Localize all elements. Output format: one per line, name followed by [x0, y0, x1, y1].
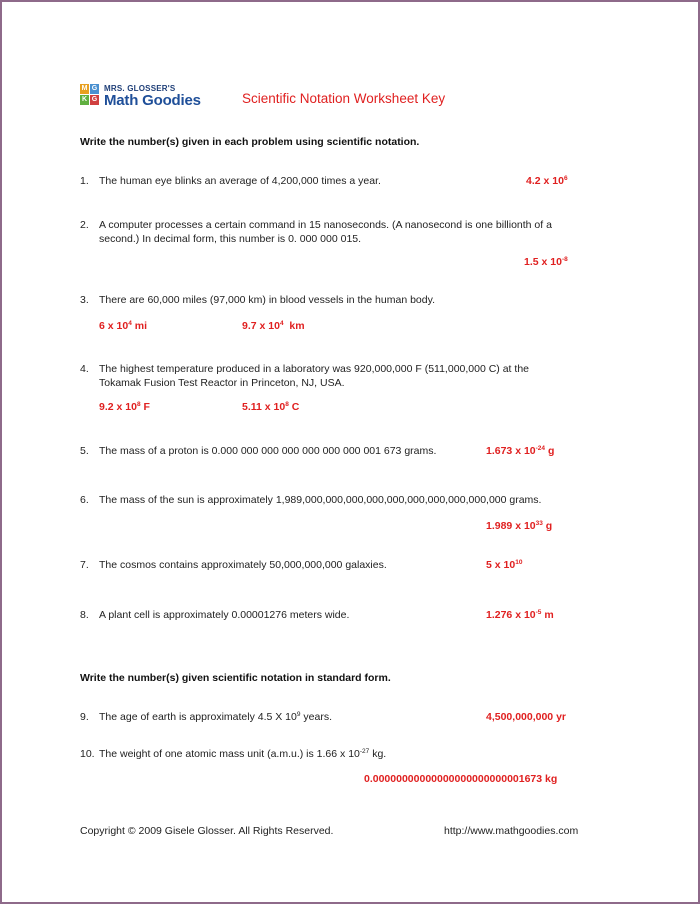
answer-exponent: 6: [563, 175, 568, 182]
answer-base: 6 x 10: [99, 320, 129, 332]
question-text: [99, 748, 599, 762]
answer: [99, 320, 147, 332]
copyright-text: Copyright © 2009 Gisele Glosser. All Rights Reserved.: [80, 825, 334, 837]
answer: [486, 559, 522, 571]
section2-instruction: Write the number(s) given scientific notation in standard form.: [80, 672, 391, 684]
question-text: [99, 363, 599, 390]
answer-base: 1.673 x 10: [486, 445, 536, 457]
question-number: 5.: [80, 445, 89, 457]
logo-grid-icon: [80, 84, 100, 106]
answer: [486, 520, 552, 532]
answer-unit: g: [542, 520, 553, 532]
question-number: 1.: [80, 175, 89, 187]
question-text-line: second.) In decimal form, this number is 0. 000 000 015.: [99, 232, 362, 245]
question-text: The mass of a proton is 0.000 000 000 000 000 000 000 001 673 grams.: [99, 445, 437, 457]
answer: [242, 320, 305, 332]
question-text: The mass of the sun is approximately 1,989,000,000,000,000,000,000,000,000,000,000 grams.: [99, 494, 542, 506]
answer-unit: C: [288, 401, 300, 413]
answer-exponent: 4: [128, 320, 132, 327]
math-goodies-logo: [80, 84, 210, 110]
answer-unit: mi: [131, 320, 147, 332]
question-text-part: The age of earth is approximately 4.5 X 10: [99, 711, 297, 723]
answer-base: 9.7 x 10: [242, 320, 280, 332]
answer-exponent: -8: [561, 256, 568, 263]
answer-base: 9.2 x 10: [99, 401, 137, 413]
answer: [99, 401, 150, 413]
question-number: 2.: [80, 219, 89, 231]
answer-unit: km: [283, 320, 305, 332]
answer: [242, 401, 299, 413]
answer-base: 4.2 x 10: [526, 175, 564, 187]
question-number: 4.: [80, 363, 89, 375]
website-link[interactable]: http://www.mathgoodies.com: [444, 825, 579, 837]
answer-base: 5.11 x 10: [242, 401, 286, 413]
answer: [486, 609, 554, 621]
logo-tile: K: [81, 96, 88, 103]
answer-unit: F: [140, 401, 150, 413]
answer-base: 1.276 x 10: [486, 609, 536, 621]
question-number: 7.: [80, 559, 89, 571]
answer-exponent: -24: [535, 445, 546, 452]
section1-instruction: Write the number(s) given in each problem using scientific notation.: [80, 136, 420, 148]
answer-exponent: 10: [515, 559, 523, 566]
question-text-line: Tokamak Fusion Test Reactor in Princeton, NJ, USA.: [99, 376, 345, 389]
answer-base: 5 x 10: [486, 559, 516, 571]
question-text: There are 60,000 miles (97,000 km) in blood vessels in the human body.: [99, 294, 435, 306]
question-text: [99, 711, 479, 725]
question-text-line: A computer processes a certain command in 15 nanoseconds. (A nanosecond is one billionth of a: [99, 219, 552, 231]
answer-unit: m: [541, 609, 554, 621]
answer: [526, 175, 568, 187]
question-number: 6.: [80, 494, 89, 506]
answer-exponent: 8: [285, 401, 289, 408]
answer: 0.00000000000000000000000001673 kg: [364, 773, 558, 785]
logo-tile: G: [91, 85, 98, 92]
question-text-part: kg.: [369, 748, 387, 760]
answer: [524, 256, 568, 268]
logo-tile: G: [91, 96, 98, 103]
worksheet-title: Scientific Notation Worksheet Key: [242, 91, 446, 106]
answer: 4,500,000,000 yr: [486, 711, 566, 723]
question-text-line: The highest temperature produced in a laboratory was 920,000,000 F (511,000,000 C) at the: [99, 363, 529, 375]
answer-base: 1.5 x 10: [524, 256, 562, 268]
answer-exponent: -5: [535, 609, 542, 616]
question-number: 9.: [80, 711, 89, 723]
question-number: 10.: [80, 748, 95, 760]
answer-exponent: 4: [279, 320, 284, 327]
logo-tile: M: [81, 85, 88, 92]
question-text-part: years.: [300, 711, 333, 723]
question-text-part: The weight of one atomic mass unit (a.m.u.) is 1.66 x 10: [99, 748, 360, 760]
question-exponent: -27: [359, 748, 370, 755]
answer-exponent: 8: [136, 401, 141, 408]
question-text: A plant cell is approximately 0.00001276 meters wide.: [99, 609, 350, 621]
answer-exponent: 33: [535, 520, 543, 527]
question-text: The human eye blinks an average of 4,200,000 times a year.: [99, 175, 381, 187]
question-text: [99, 219, 599, 246]
question-number: 8.: [80, 609, 89, 621]
answer-base: 1.989 x 10: [486, 520, 536, 532]
question-text: The cosmos contains approximately 50,000,000,000 galaxies.: [99, 559, 387, 571]
logo-big-text: Math Goodies: [104, 92, 201, 109]
logo-small-text: MRS. GLOSSER'S: [104, 84, 176, 93]
answer: [486, 445, 554, 457]
answer-unit: g: [545, 445, 555, 457]
question-number: 3.: [80, 294, 89, 306]
question-exponent: 9: [296, 711, 301, 718]
